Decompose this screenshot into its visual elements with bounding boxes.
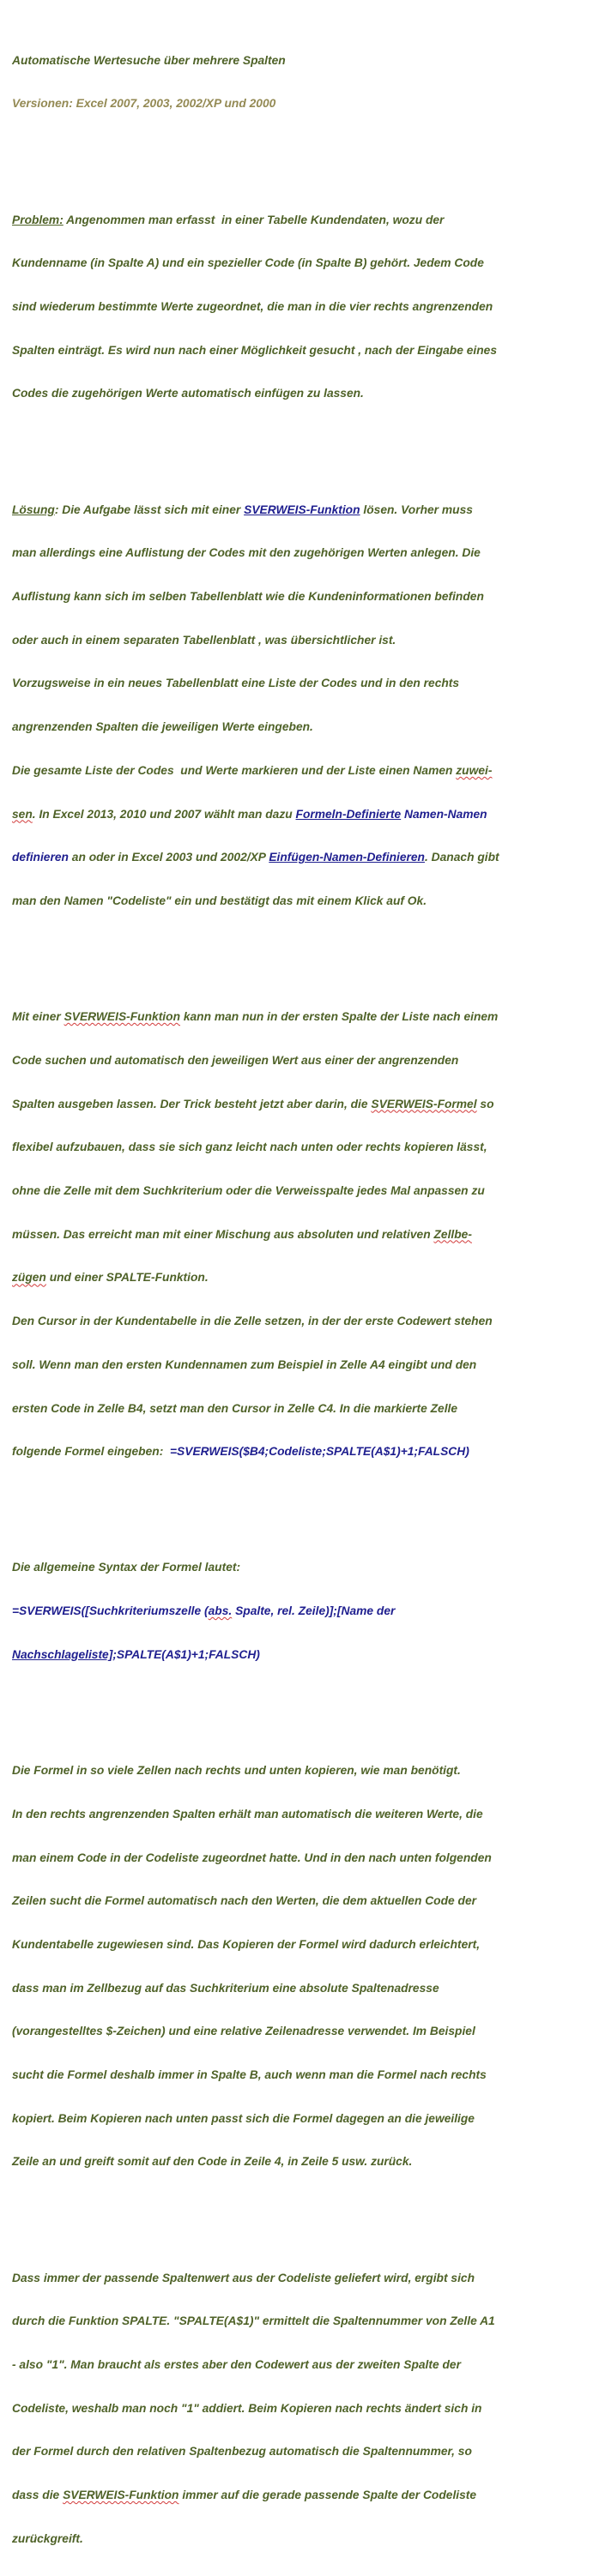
document-body (12, 10, 596, 2576)
p6-line-6 (12, 2489, 596, 2503)
p3-line-10: ersten Code in Zelle B4, setzt man den Cursor in Zelle C4. In die markierte Zelle (12, 1401, 458, 1415)
p6-line-4: Codeliste, weshalb man noch "1" addiert. Beim Kopieren nach rechts ändert sich in (12, 2401, 482, 2415)
p5-line-10: Zeile an und greift somit auf den Code in Zeile 4, in Zeile 5 usw. zurück. (12, 2155, 413, 2169)
einfuegen-namen-definieren-link[interactable]: Einfügen-Namen-Definieren (269, 851, 425, 864)
spellcheck-word: zügen (12, 1271, 46, 1285)
syntax-line-2 (12, 1648, 596, 1663)
spellcheck-word: SVERWEIS-Funktion (63, 2489, 179, 2502)
spacer (12, 2199, 596, 2213)
spellcheck-word: Zellbe- (433, 1227, 472, 1241)
p3-line-11 (12, 1445, 596, 1460)
p5-line-4: Zeilen sucht die Formel automatisch nach den Werten, die dem aktuellen Code der (12, 1894, 477, 1908)
p3-line-6 (12, 1228, 596, 1243)
p3-line-7 (12, 1271, 596, 1285)
loesung-text: : Die Aufgabe lässt sich mit einer (54, 503, 245, 516)
problem-line-5: Codes die zugehörigen Werte automatisch einfügen zu lassen. (12, 387, 364, 400)
loesung-text: Die gesamte Liste der Codes und Werte markieren und der Liste einen Namen (12, 763, 457, 777)
loesung-line-5: Vorzugsweise in ein neues Tabellenblatt eine Liste der Codes und in den rechts (12, 677, 460, 690)
menu-path-text: Namen-Namen (401, 807, 487, 821)
loesung-heading: Lösung (12, 503, 55, 516)
p6-line-3: - also "1". Man braucht als erstes aber den Codewert aus der zweiten Spalte der (12, 2358, 461, 2372)
loesung-text: an oder in Excel 2003 und 2002/XP (68, 851, 269, 864)
p3-line-2: Code suchen und automatisch den jeweiligen Wert aus einer der angrenzenden (12, 1053, 459, 1067)
loesung-line-1 (12, 503, 596, 518)
loesung-text: . Danach gibt (425, 851, 499, 864)
syntax-heading: Die allgemeine Syntax der Formel lautet: (12, 1561, 241, 1574)
loesung-line-9 (12, 851, 596, 865)
p5-line-1: Die Formel in so viele Zellen nach rechts und unten kopieren, wie man benötigt. (12, 1764, 461, 1778)
problem-line-3: sind wiederum bestimmte Werte zugeordnet, die man in die vier rechts angrenzenden (12, 300, 493, 314)
syntax-line-1 (12, 1604, 596, 1619)
p6-line-2: durch die Funktion SPALTE. "SPALTE(A$1)" ermittelt die Spaltennummer von Zelle A1 (12, 2314, 495, 2328)
formeln-definierte-link[interactable]: Formeln-Definierte (295, 807, 402, 821)
article-title: Automatische Wertesuche über mehrere Spalten (12, 53, 286, 67)
p3-line-1 (12, 1010, 596, 1025)
p3-text: folgende Formel eingeben: (12, 1445, 167, 1459)
p3-text: und einer SPALTE-Funktion. (45, 1271, 209, 1285)
p6-text: dass die (12, 2489, 64, 2502)
spacer (12, 938, 596, 953)
p3-text: Spalten ausgeben lassen. Der Trick besteht jetzt aber darin, die (12, 1097, 372, 1110)
loesung-line-8 (12, 808, 596, 822)
menu-path-text: definieren (12, 851, 69, 864)
p6-line-7: zurückgreift. (12, 2531, 83, 2545)
problem-heading: Problem: (12, 213, 64, 226)
p6-line-1: Dass immer der passende Spaltenwert aus der Codeliste geliefert wird, ergibt sich (12, 2271, 475, 2284)
loesung-line-10: man den Namen "Codeliste" ein und bestätigt das mit einem Klick auf Ok. (12, 894, 427, 907)
p3-text: müssen. Das erreicht man mit einer Mischung aus absoluten und relativen (12, 1227, 434, 1241)
versions-subtitle: Versionen: Excel 2007, 2003, 2002/XP und 2000 (12, 97, 276, 111)
loesung-text: . In Excel 2013, 2010 und 2007 wählt man dazu (32, 807, 296, 821)
p6-line-5: der Formel durch den relativen Spaltenbezug automatisch die Spaltennummer, so (12, 2445, 472, 2459)
loesung-line-6: angrenzenden Spalten die jeweiligen Werte eingeben. (12, 720, 313, 734)
spacer (12, 1692, 596, 1706)
problem-line-4: Spalten einträgt. Es wird nun nach einer Möglichkeit gesucht , nach der Eingabe eines (12, 343, 498, 357)
spellcheck-word: SVERWEIS-Funktion (64, 1010, 180, 1024)
loesung-line-2: man allerdings eine Auflistung der Codes mit den zugehörigen Werten anlegen. Die (12, 546, 481, 560)
problem-line-1 (12, 214, 596, 228)
formula-example: =SVERWEIS($B4;Codeliste;SPALTE(A$1)+1;FALSCH) (166, 1445, 469, 1459)
sverweis-funktion-link[interactable]: SVERWEIS-Funktion (244, 503, 360, 516)
p3-line-5: ohne die Zelle mit dem Suchkriterium oder die Verweisspalte jedes Mal anpassen zu (12, 1184, 485, 1198)
p6-text: immer auf die gerade passende Spalte der Codeliste (178, 2489, 477, 2502)
spellcheck-word: sen (12, 807, 33, 821)
p5-line-9: kopiert. Beim Kopieren nach unten passt sich die Formel dagegen an die jeweilige (12, 2111, 475, 2125)
syntax-text: =SVERWEIS([Suchkriteriumszelle ( (12, 1604, 209, 1618)
p5-line-6: dass man im Zellbezug auf das Suchkriterium eine absolute Spaltenadresse (12, 1981, 439, 1995)
spacer (12, 1489, 596, 1503)
p5-line-7: (vorangestelltes $-Zeichen) und eine relative Zeilenadresse verwendet. Im Beispiel (12, 2025, 475, 2038)
p3-line-9: soll. Wenn man den ersten Kundennamen zum Beispiel in Zelle A4 eingibt und den (12, 1357, 477, 1371)
p3-text: Mit einer (12, 1010, 64, 1024)
loesung-text: lösen. Vorher muss (360, 503, 473, 516)
syntax-text: Spalte, rel. Zeile)];[Name der (232, 1604, 396, 1618)
p5-line-2: In den rechts angrenzenden Spalten erhält man automatisch die weiteren Werte, die (12, 1807, 483, 1821)
p3-text: kann man nun in der ersten Spalte der Liste nach einem (180, 1010, 499, 1024)
p5-line-8: sucht die Formel deshalb immer in Spalte B, auch wenn man die Formel nach rechts (12, 2068, 487, 2082)
loesung-line-7 (12, 764, 596, 779)
syntax-text: ;SPALTE(A$1)+1;FALSCH) (112, 1647, 260, 1661)
p3-line-8: Den Cursor in der Kundentabelle in die Zelle setzen, in der der erste Codewert stehen (12, 1315, 493, 1328)
spellcheck-word: abs. (208, 1604, 233, 1618)
spellcheck-word: zuwei- (456, 763, 493, 777)
p5-line-5: Kundentabelle zugewiesen sind. Das Kopieren der Formel wird dadurch erleichtert, (12, 1937, 481, 1951)
problem-text: Angenommen man erfasst in einer Tabelle Kundendaten, wozu der (63, 213, 445, 226)
spacer (12, 430, 596, 445)
p3-text: so (476, 1097, 494, 1110)
syntax-text: Nachschlageliste] (12, 1647, 113, 1661)
spacer (12, 141, 596, 155)
p5-line-3: man einem Code in der Codeliste zugeordnet hatte. Und in den nach unten folgenden (12, 1851, 492, 1864)
problem-line-2: Kundenname (in Spalte A) und ein spezieller Code (in Spalte B) gehört. Jedem Code (12, 256, 484, 270)
loesung-line-4: oder auch in einem separaten Tabellenblatt , was übersichtlicher ist. (12, 633, 396, 647)
spellcheck-word: SVERWEIS-Formel (371, 1097, 477, 1110)
p3-line-4: flexibel aufzubauen, dass sie sich ganz leicht nach unten oder rechts kopieren lässt, (12, 1141, 487, 1154)
loesung-line-3: Auflistung kann sich im selben Tabellenblatt wie die Kundeninformationen befinden (12, 590, 484, 604)
p3-line-3 (12, 1098, 596, 1112)
